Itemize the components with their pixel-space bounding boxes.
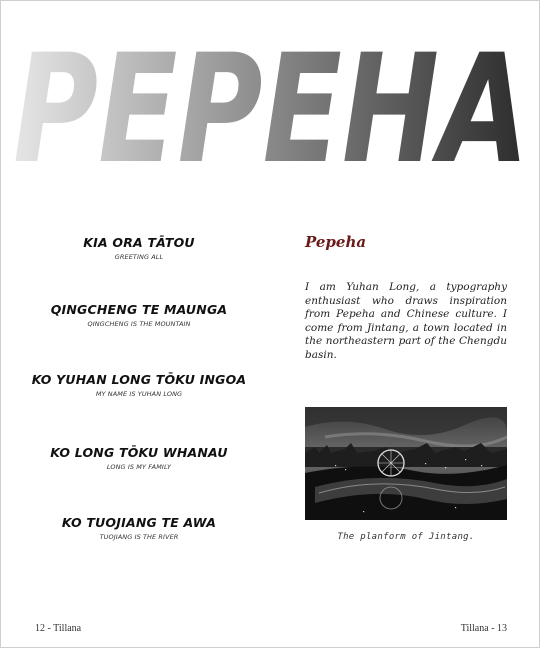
pepeha-line-translation: TUOJIANG IS THE RIVER — [99, 533, 179, 541]
hero-title-text: PEPEHA — [13, 23, 529, 181]
photo-caption: The planform of Jintang. — [337, 532, 475, 542]
bio-paragraph: I am Yuhan Long, a typography enthusiast who draws inspiration from Pepeha and Chinese culture. I come from Jintang, a town located in the northeastern part of the Chengdu basin. — [305, 281, 507, 361]
pepeha-line — [19, 515, 259, 541]
pepeha-line-translation: MY NAME IS YUHAN LONG — [95, 390, 183, 398]
pepeha-line — [19, 235, 259, 261]
pepeha-line-title: QINGCHENG TE MAUNGA — [50, 302, 228, 317]
pepeha-line — [19, 445, 259, 471]
pepeha-line — [19, 302, 259, 328]
jintang-photo-image — [305, 407, 507, 520]
pepeha-line-translation: GREETING ALL — [114, 253, 164, 261]
pepeha-line — [19, 372, 259, 398]
bio-column — [305, 233, 507, 361]
pepeha-line-title: KIA ORA TĀTOU — [83, 235, 195, 250]
jintang-photo — [305, 407, 507, 520]
pepeha-line-title: KO YUHAN LONG TŌKU INGOA — [31, 372, 247, 387]
page-number-right: Tillana - 13 — [460, 623, 507, 634]
hero-title-graphic — [7, 5, 535, 181]
pepeha-line-title: KO TUOJIANG TE AWA — [61, 515, 217, 530]
pepeha-line-translation: QINGCHENG IS THE MOUNTAIN — [87, 320, 191, 328]
hero-title — [7, 5, 535, 181]
pepeha-line-translation: LONG IS MY FAMILY — [106, 463, 172, 471]
pepeha-line-title: KO LONG TŌKU WHANAU — [50, 445, 228, 460]
section-title: Pepeha — [305, 233, 367, 251]
page-number-left: 12 - Tillana — [35, 623, 82, 634]
